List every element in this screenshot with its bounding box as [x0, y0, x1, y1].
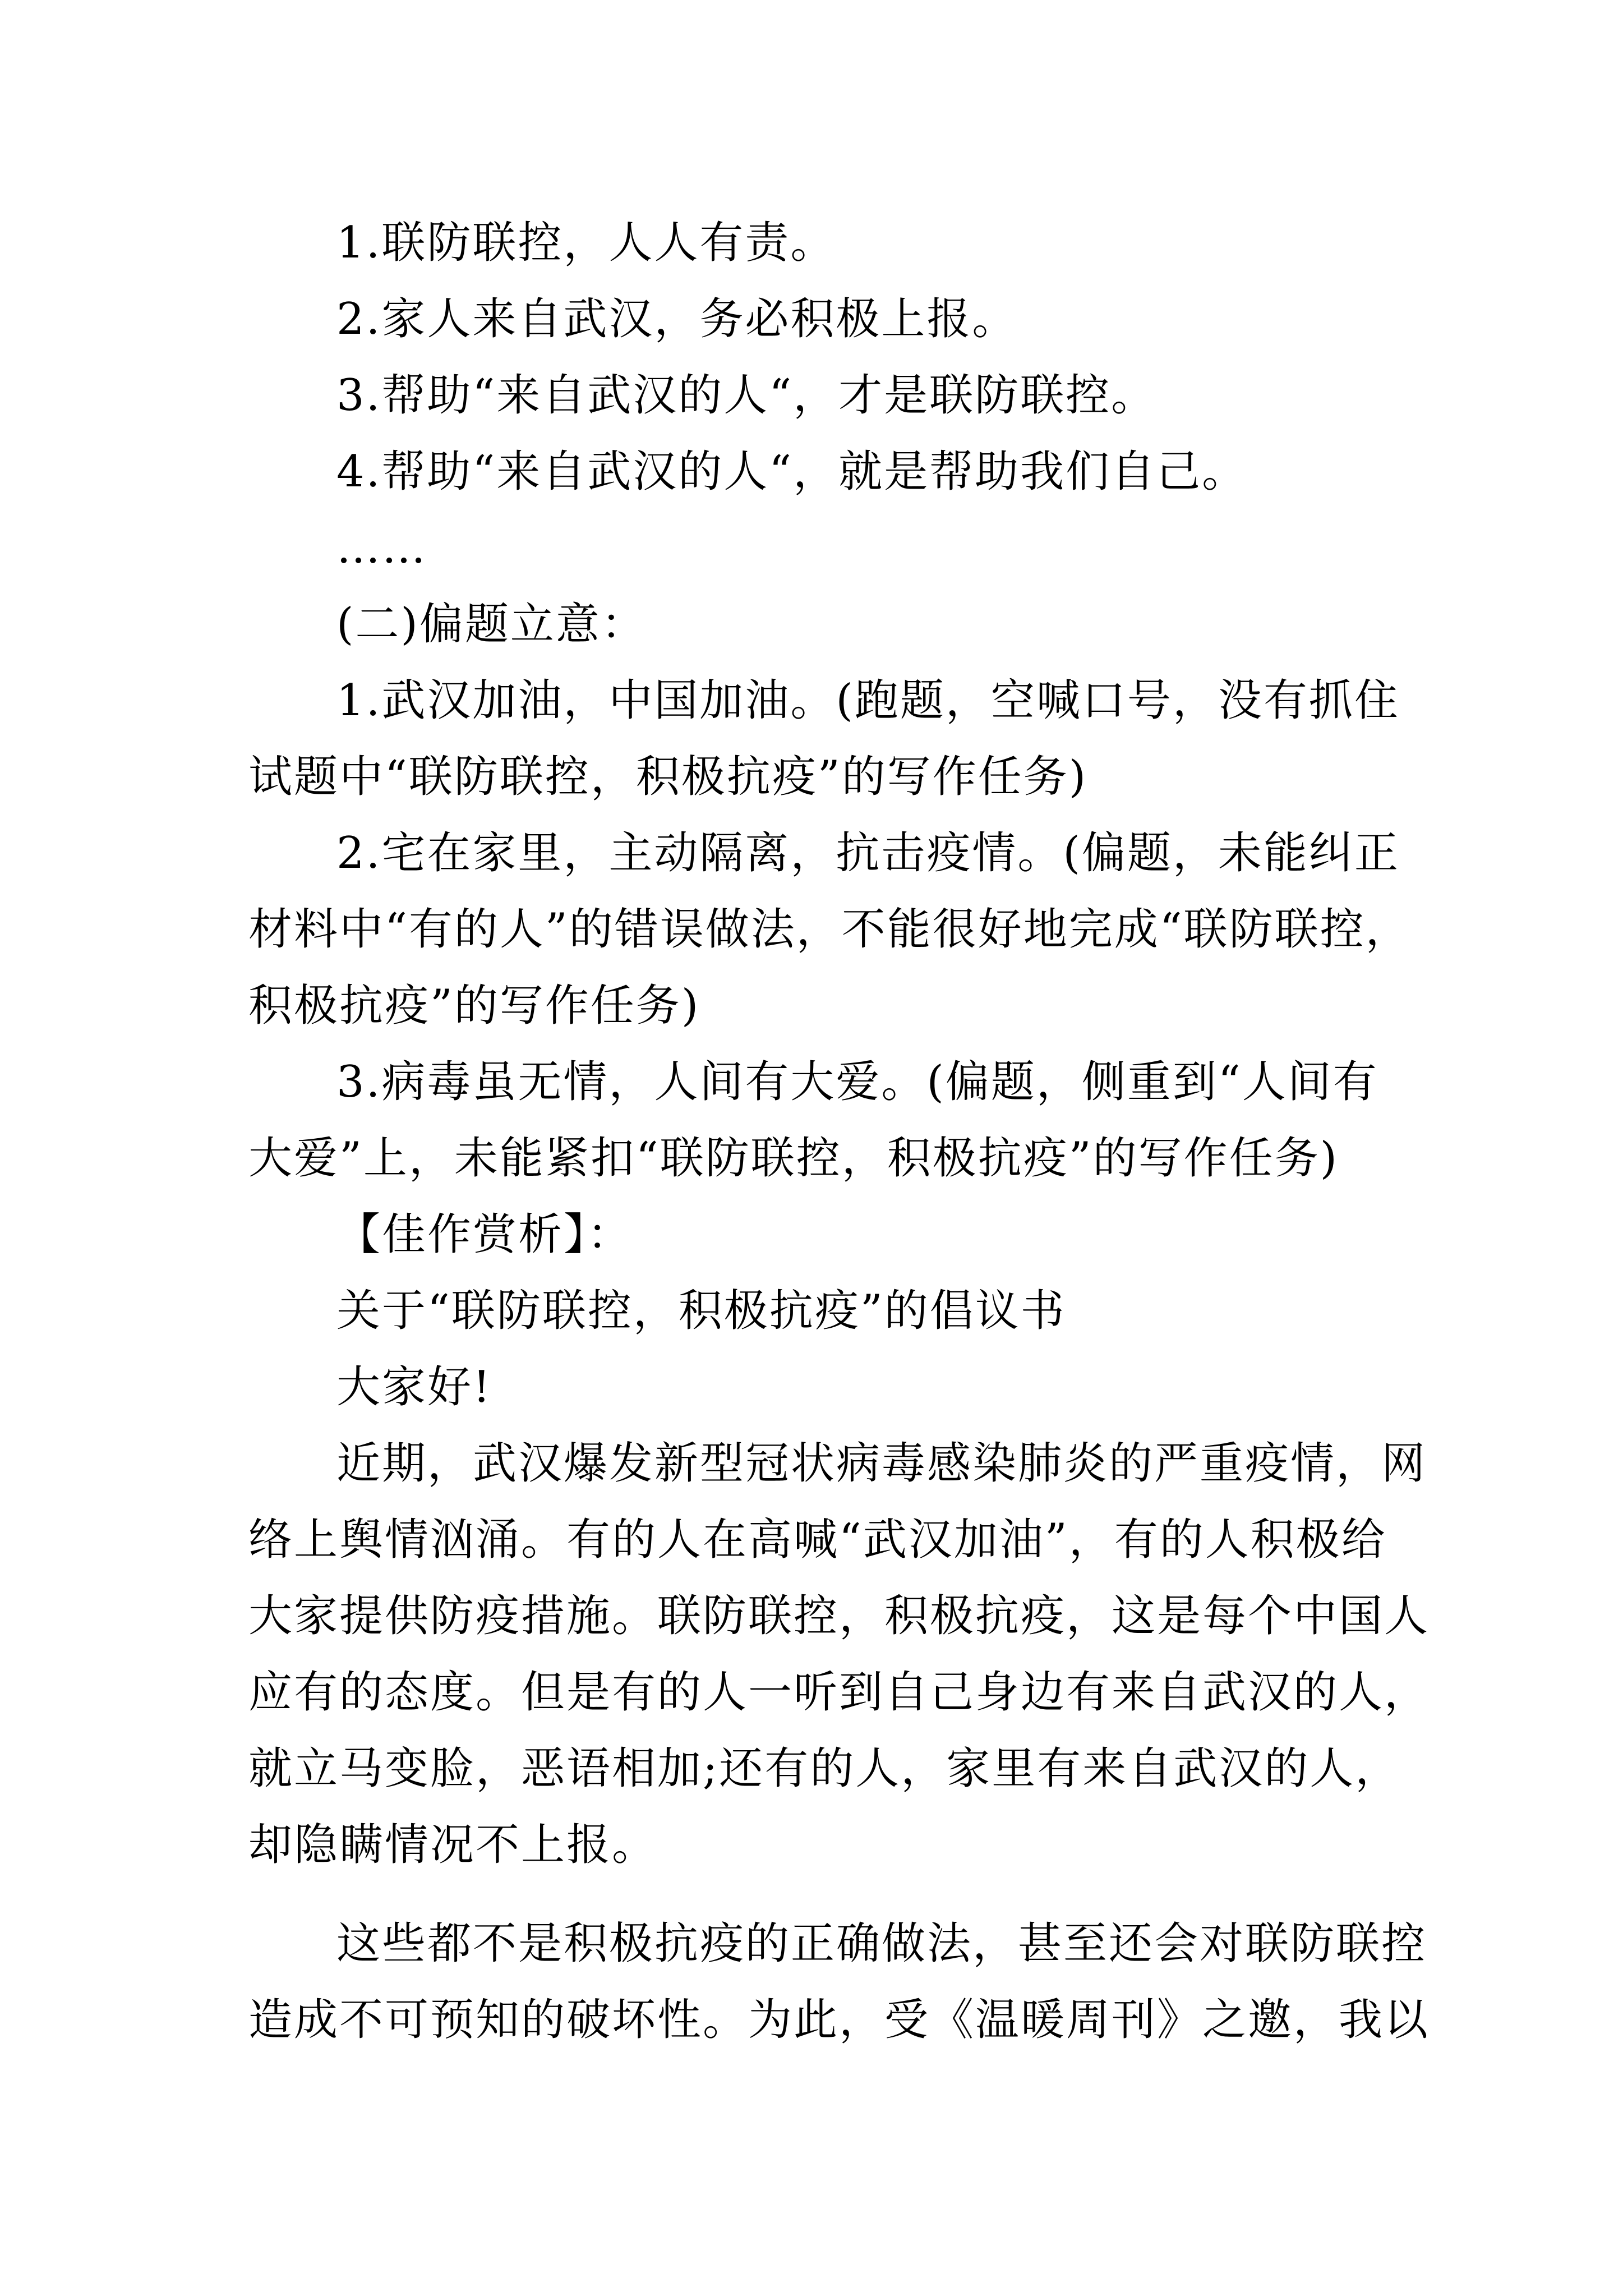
text-line: 就立马变脸，恶语相加;还有的人，家里有来自武汉的人，: [248, 1743, 1401, 1794]
text-line: 2.宅在家里，主动隔离，抗击疫情。(偏题，未能纠正: [336, 828, 1400, 878]
text-line: 2.家人来自武汉，务必积极上报。: [336, 294, 1018, 344]
text-line: 造成不可预知的破坏性。为此，受《温暖周刊》之邀，我以: [248, 1995, 1430, 2045]
text-line: 大家提供防疫措施。联防联控，积极抗疫，这是每个中国人: [248, 1591, 1430, 1641]
text-line: 这些都不是积极抗疫的正确做法，甚至还会对联防联控: [336, 1918, 1427, 1969]
text-line: 试题中“联防联控，积极抗疫”的写作任务): [248, 752, 1088, 802]
text-line: 大爱”上，未能紧扣“联防联控，积极抗疫”的写作任务): [248, 1133, 1339, 1184]
text-line: 1.武汉加油，中国加油。(跑题，空喊口号，没有抓住: [336, 675, 1400, 726]
section-heading: (二)偏题立意：: [336, 599, 647, 650]
ellipsis-line: ……: [336, 523, 427, 573]
text-line: 材料中“有的人”的错误做法，不能很好地完成“联防联控，: [248, 904, 1411, 955]
text-line: 却隐瞒情况不上报。: [248, 1820, 658, 1870]
essay-title: 关于“联防联控，积极抗疫”的倡议书: [336, 1286, 1066, 1336]
text-line: 1.联防联控，人人有责。: [336, 218, 836, 268]
greeting-line: 大家好!: [336, 1362, 492, 1412]
section-heading: 【佳作赏析】：: [336, 1209, 633, 1260]
text-line: 络上舆情汹涌。有的人在高喊“武汉加油”，有的人积极给: [248, 1515, 1387, 1565]
text-line: 4.帮助“来自武汉的人“，就是帮助我们自己。: [336, 447, 1248, 497]
text-line: 积极抗疫”的写作任务): [248, 981, 700, 1031]
text-line: 应有的态度。但是有的人一听到自己身边有来自武汉的人，: [248, 1667, 1430, 1718]
text-line: 3.帮助“来自武汉的人“，才是联防联控。: [336, 370, 1157, 421]
text-line: 3.病毒虽无情，人间有大爱。(偏题，侧重到“人间有: [336, 1057, 1378, 1107]
text-line: 近期，武汉爆发新型冠状病毒感染肺炎的严重疫情，网: [336, 1438, 1427, 1489]
